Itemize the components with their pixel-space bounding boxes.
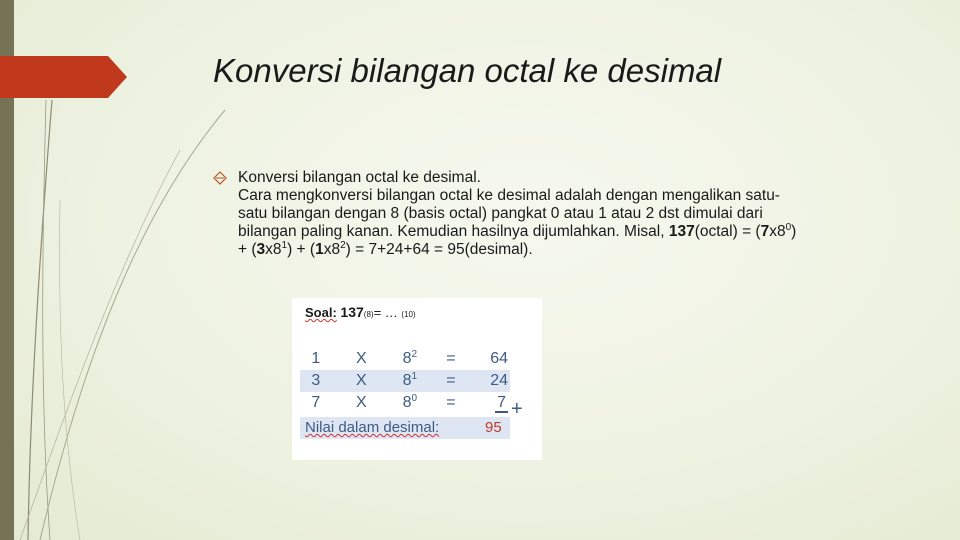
conversion-table — [300, 348, 510, 414]
soal-label: Soal: — [305, 305, 337, 320]
total-label: Nilai dalam desimal: — [305, 419, 440, 436]
bullet-line-2: satu bilangan dengan 8 (basis octal) pangkat 0 atau 1 atau 2 dst dimulai dari — [238, 205, 763, 222]
soal-number: 137 — [340, 304, 364, 320]
bullet-line-1: Cara mengkonversi bilangan octal ke desimal adalah dengan mengalikan satu- — [238, 187, 780, 204]
soal-target: (10) — [401, 310, 416, 319]
digit-cell: 7 — [300, 392, 332, 414]
sum-plus-sign: + — [511, 398, 523, 420]
result-cell: 24 — [473, 370, 510, 392]
slide-title: Konversi bilangan octal ke desimal — [213, 52, 722, 89]
equals-cell: = — [429, 348, 474, 370]
conversion-figure — [292, 298, 542, 460]
diamond-outline-icon — [213, 171, 227, 185]
title-accent-tab — [0, 56, 127, 98]
table-row — [300, 348, 510, 370]
total-row — [300, 417, 510, 439]
soal-eq: = — [373, 305, 382, 320]
equals-cell: = — [429, 392, 474, 414]
operator-cell: X — [332, 392, 391, 414]
power-cell: $8^2$ — [391, 348, 429, 370]
equals-cell: = — [429, 370, 474, 392]
operator-cell: X — [332, 370, 391, 392]
power-cell: $8^1$ — [391, 370, 429, 392]
soal-base: (8) — [363, 310, 374, 319]
digit-cell: 1 — [300, 348, 332, 370]
soal-header — [305, 304, 416, 320]
soal-dots: … — [384, 305, 398, 320]
operator-cell: X — [332, 348, 391, 370]
table-row — [300, 392, 510, 414]
bullet-line-3: bilangan paling kanan. Kemudian hasilnya dijumlahkan. Misal, 137(octal) = $(7x8^0)$ — [238, 222, 797, 240]
digit-cell: 3 — [300, 370, 332, 392]
bullet-line-4: + $(3x8^1) + (1x8^2) = 7+24+64$ = 95(desimal). — [238, 240, 533, 258]
bullet-text — [238, 169, 908, 259]
bullet-lead: Konversi bilangan octal ke desimal. — [238, 169, 481, 186]
result-cell: 7 — [473, 392, 510, 414]
total-value: 95 — [485, 419, 502, 436]
table-row — [300, 370, 510, 392]
power-cell: $8^0$ — [391, 392, 429, 414]
result-cell: 64 — [473, 348, 510, 370]
